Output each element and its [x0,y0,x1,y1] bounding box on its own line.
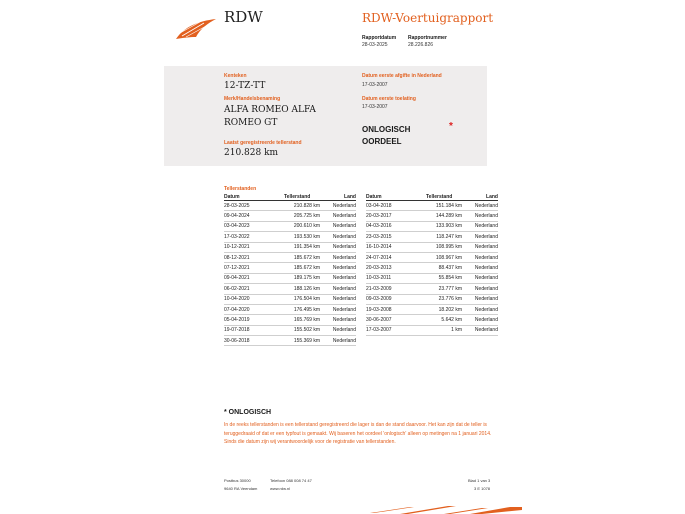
cell-date: 17-03-2022 [224,232,280,242]
cell-date: 10-12-2021 [224,242,280,252]
cell-date: 16-10-2014 [366,242,422,252]
cell-date: 24-07-2014 [366,252,422,262]
cell-date: 10-04-2020 [224,294,280,304]
rdw-logo-icon [174,17,218,41]
odometer-table-left [224,193,356,346]
cell-date: 21-03-2009 [366,284,422,294]
table-row [366,284,498,294]
table-row [224,242,356,252]
table-row [366,211,498,221]
cell-country: Nederland [330,304,356,314]
note-title: * ONLOGISCH [224,409,272,416]
table-row [366,201,498,211]
verdict-line1: ONLOGISCH [362,125,411,134]
cell-date: 30-06-2018 [224,336,280,346]
cell-date: 09-04-2021 [224,273,280,283]
report-title: RDW-Voertuigrapport [362,11,494,25]
cell-reading: 18.202 km [422,304,472,314]
cell-country: Nederland [330,336,356,346]
cell-reading: 5.642 km [422,315,472,325]
cell-country: Nederland [330,232,356,242]
plate-value: 12-TZ-TT [224,81,266,91]
cell-country: Nederland [330,211,356,221]
report-date: 28-03-2025 [362,42,388,48]
cell-country: Nederland [472,263,498,273]
cell-country: Nederland [330,315,356,325]
cell-country: Nederland [330,252,356,262]
cell-date: 09-03-2009 [366,294,422,304]
cell-date: 03-04-2018 [366,201,422,211]
cell-date: 19-03-2008 [366,304,422,314]
cell-reading: 55.854 km [422,273,472,283]
col-country: Land [330,193,356,201]
col-date: Datum [224,193,280,201]
cell-country: Nederland [472,284,498,294]
first-registration-value: 17-03-2007 [362,104,388,110]
col-country: Land [472,193,498,201]
col-reading: Tellerstand [280,193,330,201]
cell-date: 10-03-2011 [366,273,422,283]
last-odometer-value: 210.828 km [224,148,279,158]
cell-reading: 1 km [422,325,472,335]
cell-country: Nederland [472,315,498,325]
cell-date: 05-04-2019 [224,315,280,325]
cell-country: Nederland [472,325,498,335]
cell-reading: 210.828 km [280,201,330,211]
cell-country: Nederland [472,252,498,262]
cell-reading: 151.184 km [422,201,472,211]
footer-code: 3 E 1078 [474,486,491,491]
cell-reading: 23.777 km [422,284,472,294]
note-text: In de reeks tellerstanden is een tellerstand geregistreerd die lager is dan de stand daarvoor. Het kan zijn dat de teller is teruggedraaid of dat er een typfout is gemaakt. Wij baseren het oordeel 'onlogisch' alleen op metingen na 1 januari 2014. Sinds die datum zijn wij verantwoordelijk voor de registratie van tellerstanden. [224,422,492,446]
cell-date: 04-03-2016 [366,221,422,231]
first-registration-label: Datum eerste toelating [362,96,416,102]
table-row [224,263,356,273]
cell-date: 28-03-2025 [224,201,280,211]
cell-country: Nederland [472,211,498,221]
footer-page: Blad 1 van 3 [468,478,491,483]
cell-reading: 185.672 km [280,252,330,262]
odometer-table-right [366,193,498,336]
cell-country: Nederland [472,201,498,211]
cell-reading: 205.725 km [280,211,330,221]
cell-reading: 118.247 km [422,232,472,242]
vehicle-summary-panel [164,66,487,166]
first-admission-label: Datum eerste afgifte in Nederland [362,73,442,79]
table-row [224,232,356,242]
cell-date: 20-03-2017 [366,211,422,221]
cell-date: 07-04-2020 [224,304,280,314]
footer-postbus: Postbus 30000 [224,478,251,483]
decorative-stripes-icon [370,505,522,514]
cell-reading: 200.610 km [280,221,330,231]
cell-reading: 176.495 km [280,304,330,314]
cell-country: Nederland [472,304,498,314]
cell-date: 17-03-2007 [366,325,422,335]
odometer-section-label: Tellerstanden [224,186,257,192]
cell-date: 07-12-2021 [224,263,280,273]
cell-reading: 108.967 km [422,252,472,262]
table-row [366,315,498,325]
cell-country: Nederland [330,201,356,211]
cell-reading: 23.776 km [422,294,472,304]
make-value-line2: ROMEO GT [224,118,278,128]
table-row [224,294,356,304]
cell-country: Nederland [330,242,356,252]
make-label: Merk/Handelsbenaming [224,96,281,102]
cell-country: Nederland [330,221,356,231]
cell-reading: 165.769 km [280,315,330,325]
cell-country: Nederland [472,242,498,252]
last-odometer-label: Laatst geregistreerde tellerstand [224,140,302,146]
cell-date: 30-06-2007 [366,315,422,325]
report-number-label: Rapportnummer [408,35,447,41]
cell-date: 20-03-2013 [366,263,422,273]
table-row [224,211,356,221]
cell-reading: 176.504 km [280,294,330,304]
table-row [224,284,356,294]
footer-address: 9640 RA Veendam [224,486,258,491]
cell-reading: 108.995 km [422,242,472,252]
table-row [366,273,498,283]
table-row [224,252,356,262]
make-value-line1: ALFA ROMEO ALFA [224,105,316,115]
cell-reading: 155.369 km [280,336,330,346]
cell-date: 09-04-2024 [224,211,280,221]
cell-country: Nederland [330,294,356,304]
org-name: RDW [224,8,263,26]
table-row [224,221,356,231]
table-row [366,221,498,231]
table-row [224,325,356,335]
report-number: 28.226.826 [408,42,434,48]
cell-country: Nederland [330,325,356,335]
table-row [366,242,498,252]
cell-country: Nederland [472,232,498,242]
cell-date: 23-03-2015 [366,232,422,242]
table-row [224,304,356,314]
cell-date: 06-02-2021 [224,284,280,294]
table-row [366,252,498,262]
table-row [224,336,356,346]
cell-reading: 155.502 km [280,325,330,335]
footer-phone: Telefoon 088 008 74 47 [270,478,312,483]
report-date-label: Rapportdatum [362,35,397,41]
cell-country: Nederland [330,273,356,283]
cell-reading: 185.672 km [280,263,330,273]
cell-reading: 189.175 km [280,273,330,283]
verdict-line2: OORDEEL [362,137,402,146]
footer-web: www.rdw.nl [270,486,291,491]
verdict-marker: * [449,121,453,132]
col-reading: Tellerstand [422,193,472,201]
cell-country: Nederland [330,263,356,273]
table-row [224,315,356,325]
cell-country: Nederland [330,284,356,294]
cell-reading: 133.903 km [422,221,472,231]
cell-date: 03-04-2023 [224,221,280,231]
table-row [366,263,498,273]
table-row [224,273,356,283]
cell-country: Nederland [472,221,498,231]
table-row [366,325,498,335]
plate-label: Kenteken [224,73,247,79]
cell-date: 08-12-2021 [224,252,280,262]
table-row [224,201,356,211]
cell-date: 19-07-2018 [224,325,280,335]
table-row [366,304,498,314]
cell-country: Nederland [472,273,498,283]
table-row [366,294,498,304]
cell-country: Nederland [472,294,498,304]
cell-reading: 191.354 km [280,242,330,252]
cell-reading: 188.126 km [280,284,330,294]
table-header-row [366,193,498,201]
cell-reading: 193.530 km [280,232,330,242]
cell-reading: 144.289 km [422,211,472,221]
table-row [366,232,498,242]
first-admission-value: 17-03-2007 [362,82,388,88]
col-date: Datum [366,193,422,201]
cell-reading: 88.437 km [422,263,472,273]
table-header-row [224,193,356,201]
